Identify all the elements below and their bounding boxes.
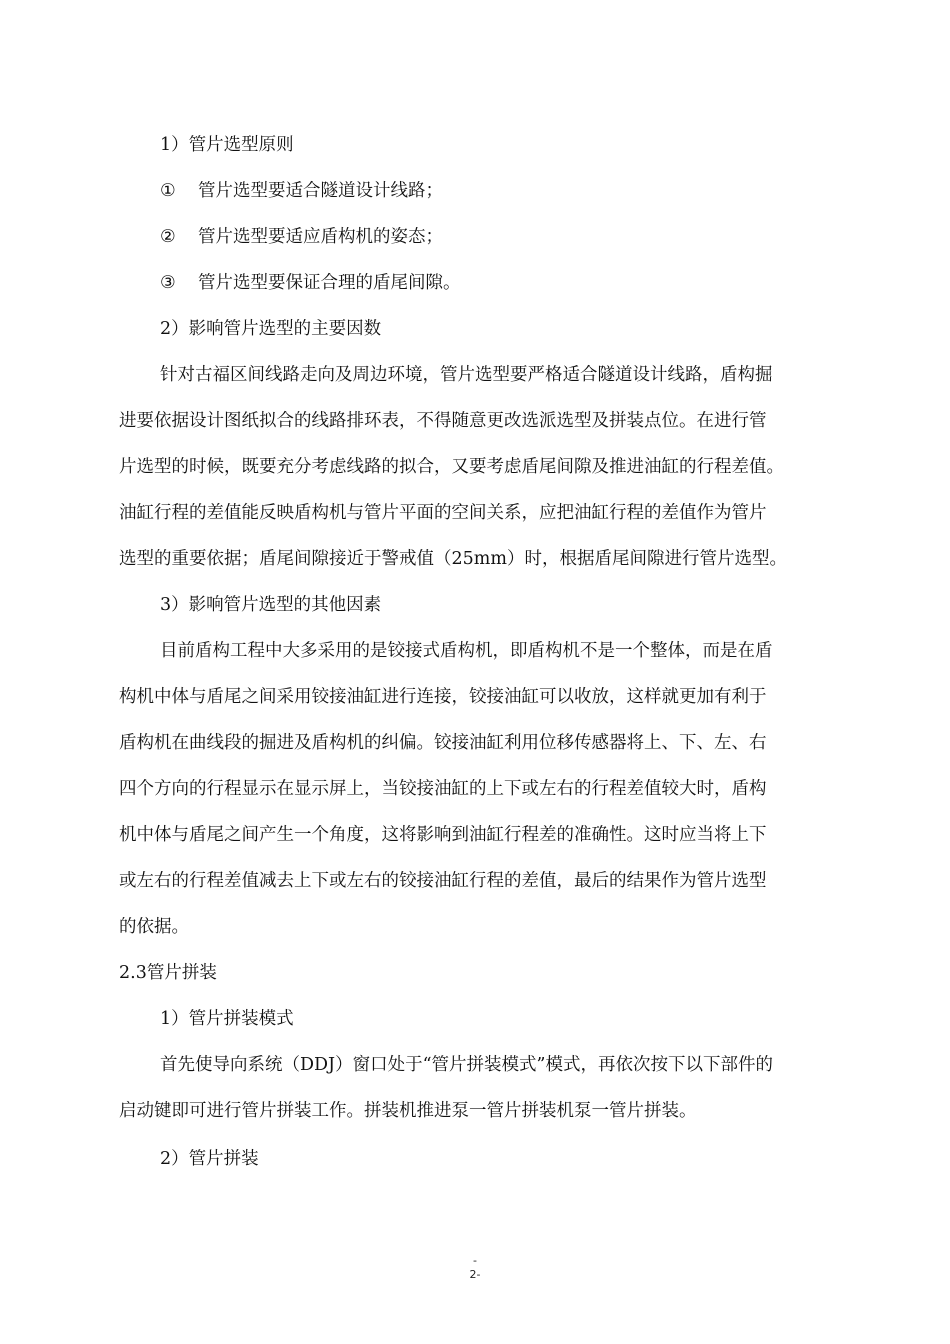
paragraph-line: 油缸行程的差值能反映盾构机与管片平面的空间关系，应把油缸行程的差值作为管片 [119, 503, 767, 523]
subsection-heading-assembly-mode: 1）管片拼装模式 [160, 1009, 294, 1029]
paragraph-line: 片选型的时候，既要充分考虑线路的拟合，又要考虑盾尾间隙及推进油缸的行程差值。 [119, 457, 784, 477]
section-heading-segment-assembly: 2.3管片拼装 [119, 963, 217, 983]
page-number: 2- [469, 1268, 481, 1281]
list-item-text: 管片选型要适应盾构机的姿态； [198, 227, 443, 247]
paragraph-line: 首先使导向系统（DDJ）窗口处于“管片拼装模式”模式，再依次按下以下部件的 [160, 1055, 773, 1075]
paragraph-line: 构机中体与盾尾之间采用铰接油缸进行连接，铰接油缸可以收放，这样就更加有利于 [119, 687, 767, 707]
list-item-text: 管片选型要保证合理的盾尾间隙。 [198, 273, 461, 293]
paragraph-line: 进要依据设计图纸拟合的线路排环表，不得随意更改选派选型及拼装点位。在进行管 [119, 411, 767, 431]
list-item-number: ③ [160, 273, 176, 293]
list-item [160, 271, 890, 295]
paragraph-line: 机中体与盾尾之间产生一个角度，这将影响到油缸行程差的准确性。这时应当将上下 [119, 825, 767, 845]
footer-dash: - [473, 1254, 477, 1267]
paragraph-line: 启动键即可进行管片拼装工作。拼装机推进泵一管片拼装机泵一管片拼装。 [119, 1101, 697, 1121]
section-heading-segment-selection-principles: 1）管片选型原则 [160, 135, 294, 155]
list-item-number: ② [160, 227, 176, 247]
section-heading-main-factors: 2）影响管片选型的主要因数 [160, 319, 382, 339]
list-item [160, 225, 890, 249]
paragraph-line: 的依据。 [119, 917, 189, 937]
paragraph-line: 目前盾构工程中大多采用的是铰接式盾构机，即盾构机不是一个整体，而是在盾 [160, 641, 773, 661]
paragraph-line: 四个方向的行程显示在显示屏上，当铰接油缸的上下或左右的行程差值较大时，盾构 [119, 779, 767, 799]
paragraph-line: 盾构机在曲线段的掘进及盾构机的纠偏。铰接油缸利用位移传感器将上、下、左、右 [119, 733, 767, 753]
list-item-text: 管片选型要适合隧道设计线路； [198, 181, 443, 201]
subsection-heading-assembly: 2）管片拼装 [160, 1149, 259, 1169]
paragraph-line: 或左右的行程差值减去上下或左右的铰接油缸行程的差值，最后的结果作为管片选型 [119, 871, 767, 891]
list-item [160, 179, 890, 203]
paragraph-line: 针对古福区间线路走向及周边环境，管片选型要严格适合隧道设计线路，盾构掘 [160, 365, 773, 385]
paragraph-line: 选型的重要依据；盾尾间隙接近于警戒值（25mm）时，根据盾尾间隙进行管片选型。 [119, 549, 787, 569]
list-item-number: ① [160, 181, 176, 201]
section-heading-other-factors: 3）影响管片选型的其他因素 [160, 595, 382, 615]
